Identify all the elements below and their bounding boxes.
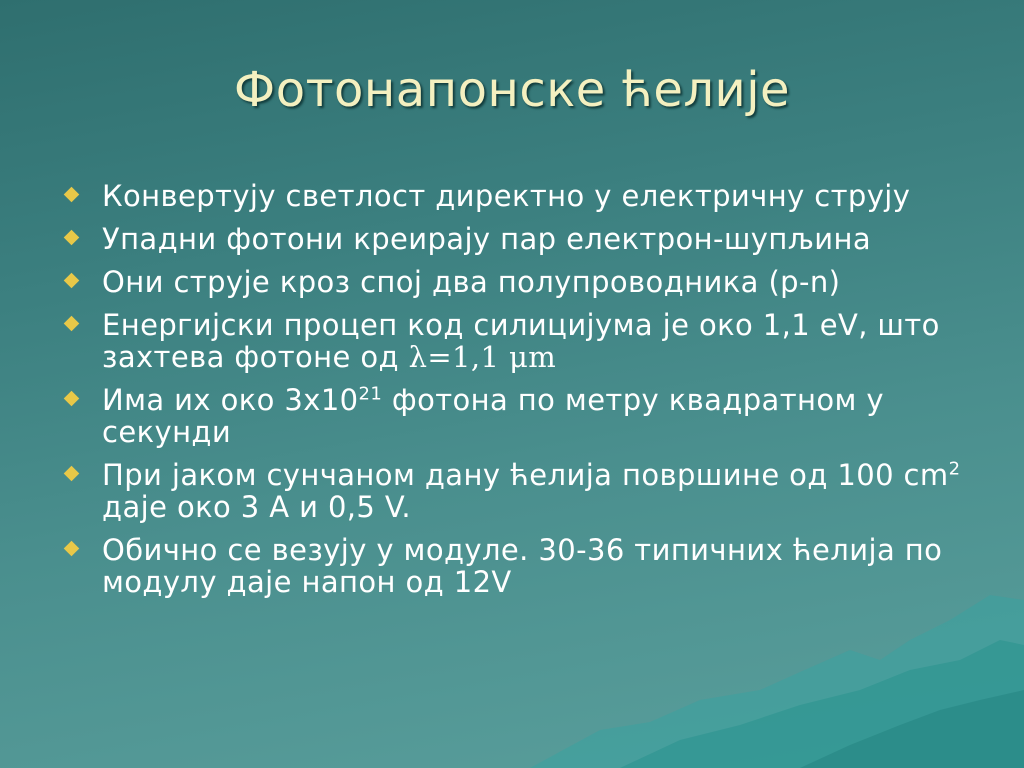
bullet-item bbox=[62, 309, 962, 373]
bullet-text: Енергијски процеп код силицијума је око 1,1 eV, што захтева фотоне од bbox=[102, 308, 940, 374]
diamond-icon bbox=[64, 541, 80, 557]
superscript: 21 bbox=[358, 383, 383, 405]
bullet-text: Они струје кроз спој два полупроводника (p-n) bbox=[102, 265, 841, 299]
superscript: 2 bbox=[948, 458, 961, 480]
diamond-icon bbox=[64, 316, 80, 332]
bullet-item bbox=[62, 459, 962, 523]
diamond-icon bbox=[64, 466, 80, 482]
diamond-icon bbox=[64, 391, 80, 407]
wavelength-symbol: λ=1,1 μm bbox=[408, 340, 557, 374]
bullet-item bbox=[62, 266, 962, 298]
bullet-item bbox=[62, 384, 962, 448]
bullet-text: Упадни фотони креирају пар електрон-шупљина bbox=[102, 222, 872, 256]
bullet-item bbox=[62, 180, 962, 212]
bullet-text: Обично се везују у модуле. 30-36 типичних ћелија по модулу даје напон од 12V bbox=[102, 533, 943, 599]
bullet-list bbox=[62, 180, 962, 609]
bullet-text: Има их око 3x10 bbox=[102, 383, 359, 417]
diamond-icon bbox=[64, 187, 80, 203]
bullet-text: фотона по метру квадратном у секунди bbox=[102, 383, 884, 449]
diamond-icon bbox=[64, 230, 80, 246]
bullet-text: даје око 3 А и 0,5 V. bbox=[102, 490, 412, 524]
bullet-item bbox=[62, 534, 962, 598]
bullet-text: Конвертују светлост директно у електричну струју bbox=[102, 179, 911, 213]
diamond-icon bbox=[64, 273, 80, 289]
bullet-text: При јаком сунчаном дану ћелија површине од 100 cm bbox=[102, 458, 949, 492]
slide-title: Фотонапонске ћелије bbox=[233, 62, 791, 118]
bullet-item bbox=[62, 223, 962, 255]
